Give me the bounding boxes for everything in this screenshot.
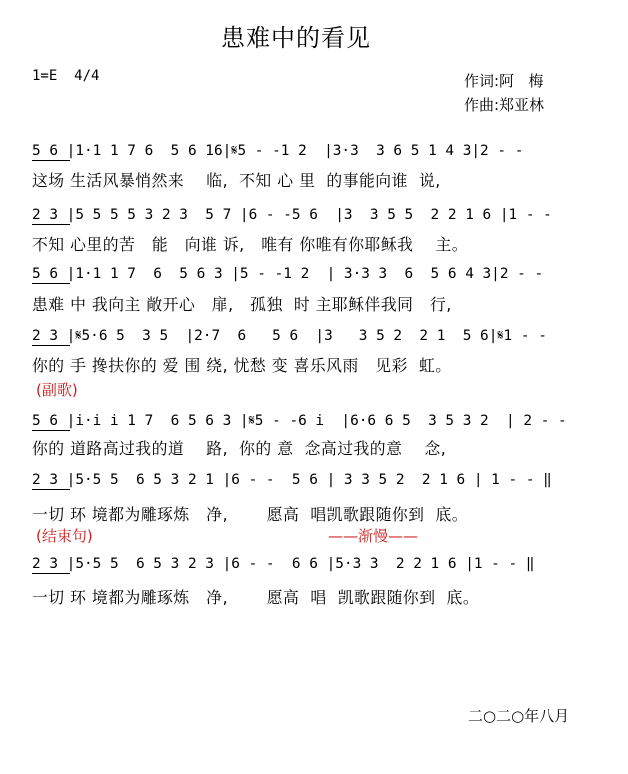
ending-label: (结束句) [36,527,93,545]
song-title: 患难中的看见 [221,24,371,52]
lyric-line-2: 不知 心里的苦 能 向谁 诉, 唯有 你唯有你耶稣我 主。 [32,235,469,254]
beam [32,489,70,490]
chorus-label: (副歌) [36,381,78,399]
beam [32,573,70,574]
beam [32,430,70,431]
beam [32,160,70,161]
lyric-line-3: 患难 中 我向主 敞开心 扉, 孤独 时 主耶稣伴我同 行, [32,295,452,314]
lyric-line-6: 一切 环 境都为雕琢炼 净, 愿高 唱凯歌跟随你到 底。 [32,505,469,524]
lyric-line-5: 你的 道路高过我的道 路, 你的 意 念高过我的意 念, [32,439,447,458]
key-signature: 1=E 4/4 [32,68,100,84]
notation-line-6: 2 3 |5·5 5 6 5 3 2 1 |6 - - 5 6 | 3 3 5 2 2 1 6 | 1 - - ‖ [32,472,552,488]
beam [32,283,70,284]
lyric-line-4: 你的 手 搀扶你的 爱 围 绕, 忧愁 变 喜乐风雨 见彩 虹。 [32,356,452,375]
notation-line-4: 2 3 |𝄋5·6 5 3 5 |2·7 6 5 6 |3 3 5 2 2 1 5 6|𝄋1 - - [32,328,547,344]
tempo-marking: ——渐慢—— [328,527,419,545]
lyric-line-1: 这场 生活风暴悄然来 临, 不知 心 里 的事能向谁 说, [32,171,441,190]
notation-line-3: 5 6 |1·1 1 7 6 5 6 3 |5 - -1 2 | 3·3 3 6 5 6 4 3|2 - - [32,266,544,282]
composer: 作曲:郑亚林 [464,96,545,114]
date: 二○二○年八月 [468,707,570,725]
beam [32,345,70,346]
notation-line-5: 5 6 |i·i i 1 7 6 5 6 3 |𝄋5 - -6 i |6·6 6 5 3 5 3 2 | 2 - - [32,413,567,429]
beam [32,224,70,225]
notation-line-1: 5 6 |1·1 1 7 6 5 6 16|𝄋5 - -1 2 |3·3 3 6 5 1 4 3|2 - - [32,143,524,159]
lyricist: 作词:阿 梅 [464,72,544,90]
notation-line-7: 2 3 |5·5 5 6 5 3 2 3 |6 - - 6 6 |5·3 3 2 2 1 6 |1 - - ‖ [32,556,535,572]
lyric-line-7: 一切 环 境都为雕琢炼 净, 愿高 唱 凯歌跟随你到 底。 [32,588,480,607]
notation-line-2: 2 3 |5 5 5 5 3 2 3 5 7 |6 - -5 6 |3 3 5 5 2 2 1 6 |1 - - [32,207,552,223]
